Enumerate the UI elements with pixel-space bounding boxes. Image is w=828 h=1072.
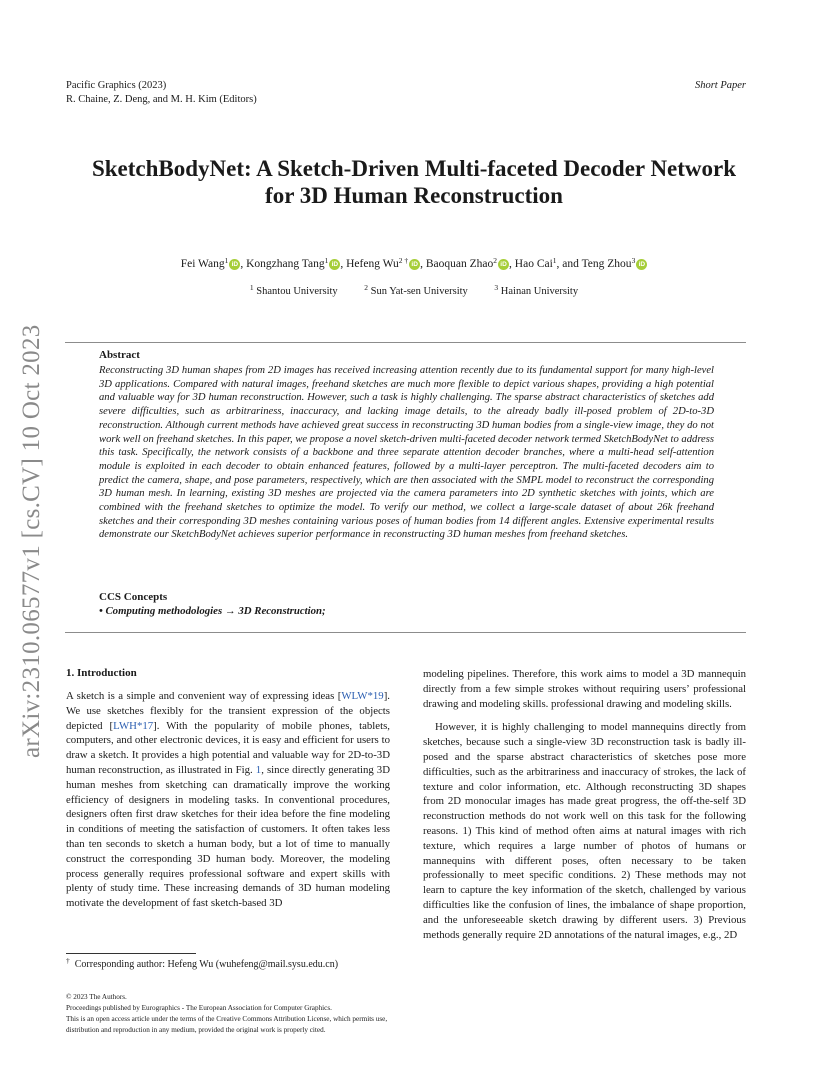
author — [246, 258, 340, 270]
author-separator: , — [240, 258, 247, 270]
paragraph-text: , since directly generating 3D human meshes from sketching can dramatically improve the working efficiency of designers in modeling tasks. In conventional procedures, designers often first draw sketches for their idea before the fine modeling in conditions of meeting the satisfaction of customers. It often takes less than ten seconds to sketch a human body, but a lot of time to manually construct the corresponding 3D human body. Moreover, the modeling process generally requires professional software and expert skills with plenty of study time. These increasing demands of 3D human modeling motivate the development of fast sketch-based 3D — [66, 763, 391, 910]
abstract-heading: Abstract — [99, 349, 140, 361]
orcid-icon[interactable]: iD — [636, 259, 647, 270]
copyright-line: © 2023 The Authors. — [66, 993, 127, 1001]
paragraph-text: ]. We use sketches flexibly for the transient expression of the objects depicted [ — [66, 690, 390, 732]
footnote-rule — [66, 953, 196, 954]
author-name: Baoquan Zhao — [425, 258, 494, 270]
author-name: Fei Wang — [180, 258, 225, 270]
abstract-top-rule — [65, 342, 746, 343]
author-affil-mark: 1 — [224, 256, 229, 265]
affiliation-number: 2 — [364, 283, 369, 292]
intro-paragraph — [66, 689, 390, 911]
editors-header: R. Chaine, Z. Deng, and M. H. Kim (Editors) — [66, 94, 257, 105]
left-column — [66, 689, 390, 911]
author-name: Teng Zhou — [581, 258, 632, 270]
author-affil-mark: 1 — [552, 256, 557, 265]
title-line-1: SketchBodyNet: A Sketch-Driven Multi-faceted Decoder Network — [91, 156, 737, 181]
author-separator: , — [509, 258, 515, 270]
copyright-block — [66, 992, 392, 1036]
license-text: This is an open access article under the terms of the Creative Commons Attribution License, which permits use, distribution and reproduction in any medium, provided the original work is properly cited. — [66, 1015, 388, 1034]
author-affil-mark: 1 — [324, 256, 329, 265]
affiliation-name: Shantou University — [256, 286, 338, 297]
venue-header: Pacific Graphics (2023) — [66, 80, 167, 91]
footnote-text: Corresponding author: Hefeng Wu (wuhefeng@mail.sysu.edu.cn) — [74, 959, 339, 970]
arxiv-stamp: arXiv:2310.06577v1 [cs.CV] 10 Oct 2023 — [18, 324, 45, 758]
ccs-heading: CCS Concepts — [99, 591, 168, 603]
intro-paragraph: modeling pipelines. Therefore, this work aims to model a 3D mannequin directly from a few simple strokes without requiring users’ professional drawing and modeling skills. professional drawing and modeling skills. — [423, 668, 746, 710]
intro-paragraph: However, it is highly challenging to model mannequins directly from sketches, because such a single-view 3D reconstruction task is badly ill-posed and the sparse abstract characteristics of sketches pose more difficulties, such as the arbitrariness and inaccuracy of strokes, the lack of texture and color information, etc. Although reconstructing 3D shapes from 2D monocular images has made great progress, the off-the-self 3D reconstruction methods do not work well on this task for the following reasons. 1) This kind of method often aims at natural images with rich texture, which requires a large number of photos of humans or mannequins with different poses, often necessary to be taken professionally to meet specific conditions. 2) These methods may not learn to capture the key information of the sketch, challenged by various difficulties like the confusion of lines, the imbalance of shape proportion, and the unforeseeable sketch drawing by different users. 3) Previous methods generally require 2D annotations of the natural images, e.g., 2D — [423, 721, 746, 941]
paper-type-label: Short Paper — [694, 80, 746, 91]
citation-link[interactable]: WLW*19 — [341, 690, 384, 702]
author-separator: , — [340, 258, 347, 270]
author-name: Hao Cai — [514, 258, 553, 270]
author — [582, 258, 648, 270]
author-affil-mark: 3 — [631, 256, 636, 265]
paragraph-text: ]. With the popularity of mobile phones, tablets, computers, and other electronic devices, it is easy and efficient for users to draw a sketch. It provides a high potential and valuable way for 2D-to-3D human reconstruction, as illustrated in Fig. — [66, 719, 390, 776]
abstract-bottom-rule — [65, 632, 746, 633]
author-affil-mark: 2 — [493, 256, 498, 265]
author-list — [40, 257, 788, 271]
affiliation-number: 1 — [249, 283, 254, 292]
figure-link[interactable]: 1 — [255, 763, 262, 776]
paper-title — [40, 155, 788, 209]
affiliation — [494, 283, 579, 297]
abstract-text: Reconstructing 3D human shapes from 2D images has received increasing attention recently due to its fundamental support for many high-level 3D applications. Compared with natural images, freehand sketches are much more flexible to depict various shapes, providing a high potential and valuable way for 3D human reconstruction. However, such a task is highly challenging. The sparse abstract characteristics of sketches add severe difficulties, such as arbitrariness, inaccuracy, and lacking image details, to the already badly ill-posed problem of 2D-to-3D reconstruction. Although current methods have achieved great success in reconstructing 3D human bodies from a single-view image, they do not work well on freehand sketches. In this paper, we propose a novel sketch-driven multi-faceted decoder network termed SketchBodyNet to address this task. Specifically, the network consists of a backbone and three separate attention decoder branches, where a multi-head self-attention module is exploited in each decoder to obtain enhanced features, followed by a multi-layer perceptron. The multi-faceted decoders aim to predict the camera, shape, and pose parameters, respectively, which are then associated with the SMPL model to reconstruct the corresponding 3D human mesh. In learning, existing 3D meshes are projected via the camera parameters into 2D synthetic sketches with joints, which are combined with the freehand sketches to optimize the model. To verify our method, we collect a large-scale dataset of about 26k freehand sketches and their corresponding 3D meshes containing various poses of human bodies from 14 different angles. Extensive experimental results demonstrate our SketchBodyNet achieves superior performance in reconstructing 3D human meshes from freehand sketches. — [99, 365, 714, 541]
paragraph-text: A sketch is a simple and convenient way of expressing ideas [ — [66, 690, 342, 702]
author-separator: , and — [556, 258, 582, 270]
orcid-icon[interactable]: iD — [409, 259, 420, 270]
author — [181, 258, 241, 270]
author-name: Hefeng Wu — [346, 258, 399, 270]
affiliation-name: Hainan University — [500, 286, 579, 297]
affiliation-number: 3 — [494, 283, 499, 292]
title-line-2: for 3D Human Reconstruction — [265, 183, 563, 208]
author-affil-mark: 2 † — [398, 256, 409, 265]
publisher-line: Proceedings published by Eurographics - The European Association for Computer Graphics. — [66, 1004, 332, 1012]
orcid-icon[interactable]: iD — [329, 259, 340, 270]
author — [346, 258, 420, 270]
ccs-concept: • Computing methodologies → 3D Reconstruction; — [99, 605, 326, 617]
section-heading: 1. Introduction — [66, 667, 137, 679]
author — [426, 258, 509, 270]
affiliation-name: Sun Yat-sen University — [370, 286, 468, 297]
affiliation — [249, 283, 338, 297]
author — [515, 258, 557, 270]
citation-link[interactable]: LWH*17 — [113, 719, 154, 732]
affiliation — [364, 283, 468, 297]
orcid-icon[interactable]: iD — [498, 259, 509, 270]
author-separator: , — [420, 258, 426, 270]
footnote-mark: † — [66, 956, 70, 965]
affiliation-list — [40, 285, 788, 299]
footnote — [66, 956, 339, 970]
author-name: Kongzhang Tang — [246, 258, 325, 270]
right-column — [423, 667, 746, 942]
orcid-icon[interactable]: iD — [229, 259, 240, 270]
